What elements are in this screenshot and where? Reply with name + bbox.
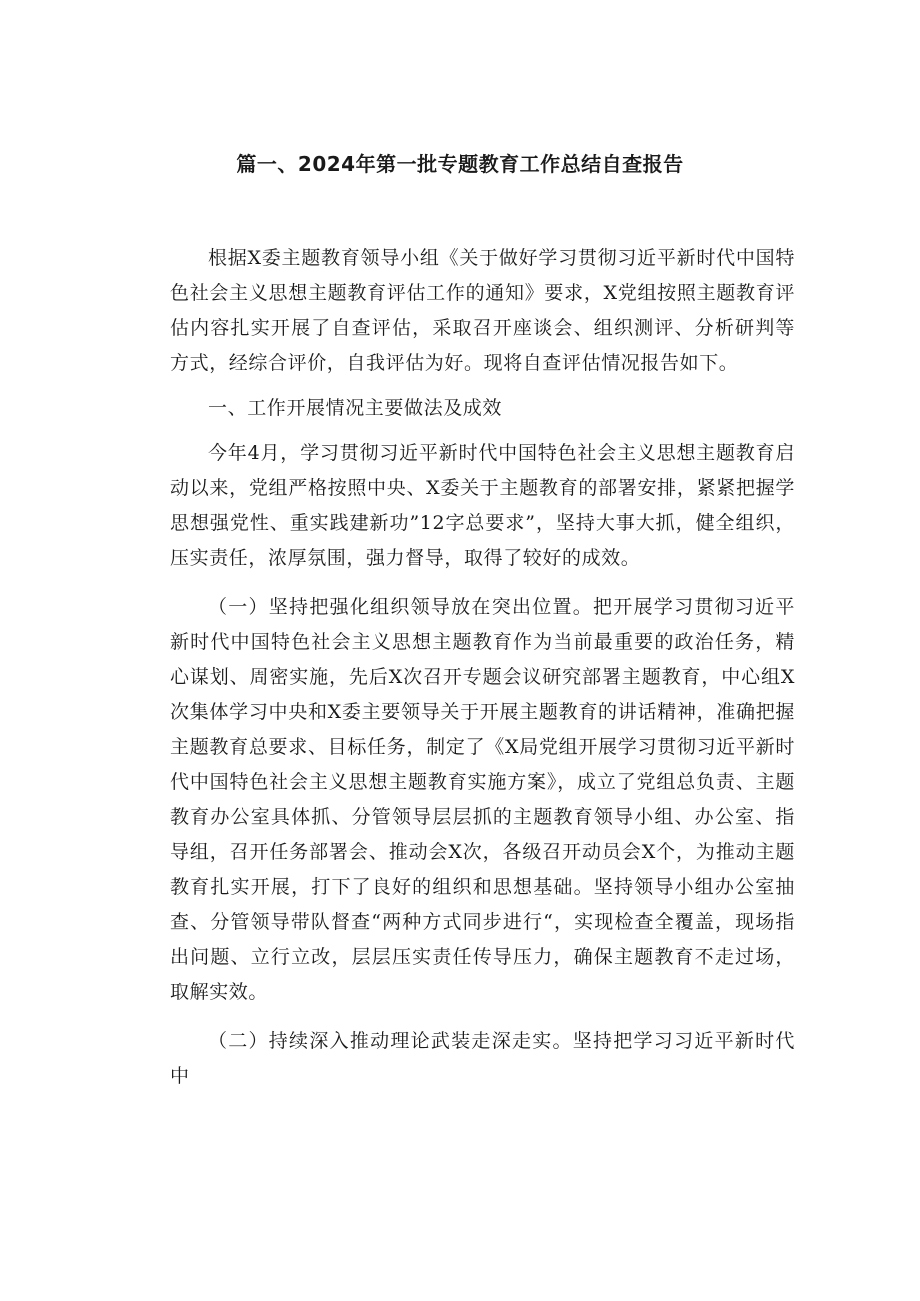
spacer (170, 576, 795, 590)
section-1-intro-paragraph: 今年4月，学习贯彻习近平新时代中国特色社会主义思想主题教育启动以来，党组严格按照中央、X委关于主题教育的部署安排，紧紧把握学思想强党性、重实践建新功”12字总要求”，坚持大事大抓，健全组织，压实责任，浓厚氛围，强力督导，取得了较好的成效。 (170, 442, 795, 569)
item-1-paragraph: （一）坚持把强化组织领导放在突出位置。把开展学习贯彻习近平新时代中国特色社会主义思想主题教育作为当前最重要的政治任务，精心谋划、周密实施，先后X次召开专题会议研究部署主题教育，中心组X次集体学习中央和X委主要领导关于开展主题教育的讲话精神，准确把握主题教育总要求、目标任务，制定了《X局党组开展学习贯彻习近平新时代中国特色社会主义思想主题教育实施方案》，成立了党组总负责、主题教育办公室具体抓、分管领导层层抓的主题教育领导小组、办公室、指导组，召开任务部署会、推动会X次，各级召开动员会X个，为推动主题教育扎实开展，打下了良好的组织和思想基础。坚持领导小组办公室抽查、分管领导带队督查“两种方式同步进行“，实现检查全覆盖，现场指出问题、立行立改，层层压实责任传导压力，确保主题教育不走过场，取解实效。 (170, 596, 795, 1003)
section-heading-1: 一、工作开展情况主要做法及成效 (208, 397, 503, 419)
item-2-paragraph: （二）持续深入推动理论武装走深走实。坚持把学习习近平新时代中 (170, 1030, 795, 1087)
intro-paragraph: 根据X委主题教育领导小组《关于做好学习贯彻习近平新时代中国特色社会主义思想主题教育评估工作的通知》要求，X党组按照主题教育评估内容扎实开展了自查评估，采取召开座谈会、组织测评、分析研判等方式，经综合评价，自我评估为好。现将自查评估情况报告如下。 (170, 247, 795, 374)
document-body (170, 241, 795, 1094)
document-title: 篇一、2024年第一批专题教育工作总结自查报告 (236, 152, 684, 176)
spacer (170, 426, 795, 436)
spacer (170, 1010, 795, 1024)
spacer (170, 381, 795, 391)
